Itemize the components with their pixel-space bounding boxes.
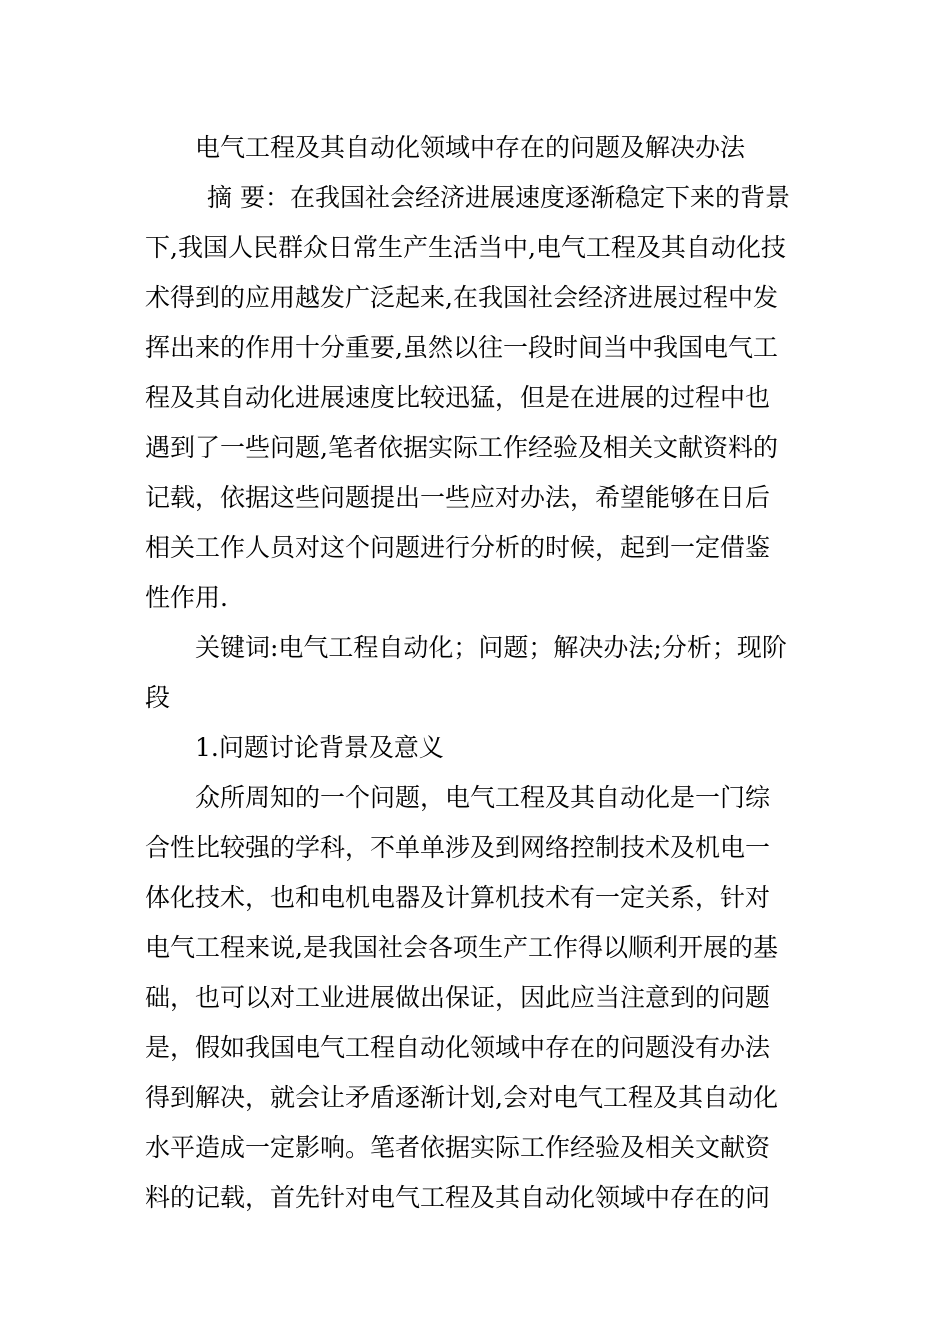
section-heading: 1.问题讨论背景及意义 — [195, 733, 444, 762]
abstract-line: 性作用. — [145, 583, 228, 612]
abstract-line: 记载，依据这些问题提出一些应对办法，希望能够在日后 — [145, 483, 771, 512]
body-line: 合性比较强的学科，不单单涉及到网络控制技术及机电一 — [145, 833, 771, 862]
body-line: 众所周知的一个问题，电气工程及其自动化是一门综 — [195, 783, 771, 812]
document-title: 电气工程及其自动化领域中存在的问题及解决办法 — [195, 133, 746, 162]
body-line: 础，也可以对工业进展做出保证，因此应当注意到的问题 — [145, 983, 771, 1012]
body-line: 体化技术，也和电机电器及计算机技术有一定关系，针对 — [145, 883, 771, 912]
body-line: 是，假如我国电气工程自动化领域中存在的问题没有办法 — [145, 1033, 771, 1062]
abstract-line: 下,我国人民群众日常生产生活当中,电气工程及其自动化技 — [145, 233, 786, 262]
body-line: 水平造成一定影响。笔者依据实际工作经验及相关文献资 — [145, 1133, 771, 1162]
abstract-line: 术得到的应用越发广泛起来,在我国社会经济进展过程中发 — [145, 283, 778, 312]
body-line: 得到解决，就会让矛盾逐渐计划,会对电气工程及其自动化 — [145, 1083, 778, 1112]
body-line: 料的记载，首先针对电气工程及其自动化领域中存在的问 — [145, 1183, 771, 1212]
abstract-line: 遇到了一些问题,笔者依据实际工作经验及相关文献资料的 — [145, 433, 778, 462]
abstract-line: 摘 要：在我国社会经济进展速度逐渐稳定下来的背景 — [207, 183, 790, 212]
abstract-line: 相关工作人员对这个问题进行分析的时候，起到一定借鉴 — [145, 533, 771, 562]
abstract-line: 挥出来的作用十分重要,虽然以往一段时间当中我国电气工 — [145, 333, 778, 362]
keywords-line: 关键词:电气工程自动化；问题；解决办法;分析；现阶 — [195, 633, 787, 662]
keywords-line: 段 — [145, 683, 171, 712]
abstract-line: 程及其自动化进展速度比较迅猛，但是在进展的过程中也 — [145, 383, 771, 412]
body-line: 电气工程来说,是我国社会各项生产工作得以顺利开展的基 — [145, 933, 778, 962]
